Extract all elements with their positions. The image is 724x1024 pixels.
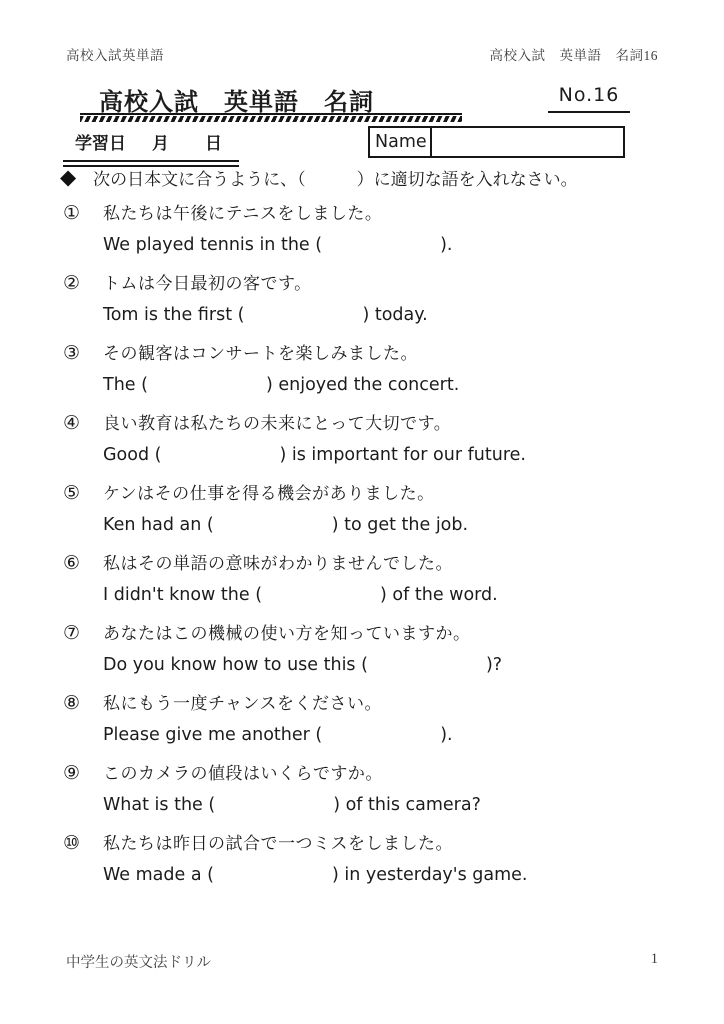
running-header-right: 高校入試 英単語 名詞16	[489, 48, 658, 63]
question-number: ⑧	[63, 692, 81, 714]
question-list	[63, 201, 694, 901]
question-japanese-text: 良い教育は私たちの未来にとって大切です。	[103, 414, 452, 434]
question-number: ⑥	[63, 552, 81, 574]
question-japanese-text: トムは今日最初の客です。	[103, 274, 312, 294]
question-japanese-text: 私たちは午後にテニスをしました。	[103, 204, 383, 224]
diamond-bullet-icon: ◆	[60, 165, 77, 189]
name-entry-field	[432, 128, 623, 156]
english-text-before-blank: Good (	[103, 445, 162, 465]
english-text-before-blank: Ken had an (	[103, 515, 214, 535]
english-text-before-blank: Tom is the first (	[103, 305, 245, 325]
question-japanese-text: 私たちは昨日の試合で一つミスをしました。	[103, 834, 453, 854]
question-item	[63, 341, 694, 398]
question-japanese-text: その観客はコンサートを楽しみました。	[103, 344, 418, 364]
english-text-before-blank: The (	[103, 375, 148, 395]
question-item	[63, 691, 694, 748]
question-number: ⑩	[63, 832, 81, 854]
english-text-before-blank: What is the (	[103, 795, 216, 815]
english-text-before-blank: Please give me another (	[103, 725, 323, 745]
question-item	[63, 481, 694, 538]
english-text-after-blank: ).	[440, 725, 453, 745]
name-label: Name	[370, 128, 432, 156]
footer-page-number: 1	[650, 951, 658, 967]
question-item	[63, 411, 694, 468]
english-text-after-blank: ).	[440, 235, 453, 255]
question-english-sentence	[103, 233, 694, 258]
english-text-after-blank: ) enjoyed the concert.	[265, 375, 460, 395]
question-number: ⑨	[63, 762, 81, 784]
question-number: ②	[63, 272, 81, 294]
question-item	[63, 201, 694, 258]
question-english-sentence	[103, 793, 694, 818]
title-underline-thin-rule	[80, 113, 462, 115]
footer-site-title: 中学生の英文法ドリル	[66, 955, 211, 971]
question-number: ⑤	[63, 482, 81, 504]
english-text-after-blank: ) of the word.	[380, 585, 498, 605]
page-footer	[66, 951, 658, 972]
sheet-number: No.16	[548, 84, 630, 113]
question-english-sentence	[103, 513, 694, 538]
english-text-after-blank: ) is important for our future.	[279, 445, 526, 465]
question-japanese-text: 私にもう一度チャンスをください。	[103, 694, 382, 714]
question-item	[63, 551, 694, 608]
question-english-sentence	[103, 653, 694, 678]
english-text-after-blank: ) of this camera?	[333, 795, 481, 815]
english-text-before-blank: Do you know how to use this (	[103, 655, 368, 675]
question-japanese-text: このカメラの値段はいくらですか。	[103, 764, 383, 784]
question-japanese-text: あなたはこの機械の使い方を知っていますか。	[103, 624, 471, 644]
study-date-label: 学習日	[75, 134, 126, 154]
question-english-sentence	[103, 373, 694, 398]
title-underline-hatched-rule	[80, 116, 462, 122]
question-number: ③	[63, 342, 81, 364]
question-item	[63, 761, 694, 818]
english-text-before-blank: We played tennis in the (	[103, 235, 323, 255]
question-english-sentence	[103, 583, 694, 608]
instruction-line	[60, 165, 578, 190]
english-text-after-blank: ) today.	[362, 305, 428, 325]
name-box	[368, 126, 625, 158]
question-english-sentence	[103, 443, 694, 468]
english-text-after-blank: )?	[485, 655, 503, 675]
question-english-sentence	[103, 303, 694, 328]
running-header	[66, 44, 658, 64]
question-japanese-text: ケンはその仕事を得る機会がありました。	[103, 484, 435, 504]
running-header-left: 高校入試英単語	[66, 48, 164, 63]
english-text-before-blank: We made a (	[103, 865, 214, 885]
title-underline	[80, 113, 462, 122]
instruction-text: 次の日本文に合うように、（ ）に適切な語を入れなさい。	[93, 170, 578, 190]
question-number: ④	[63, 412, 81, 434]
question-japanese-text: 私はその単語の意味がわかりませんでした。	[103, 554, 453, 574]
study-date-month-label: 月	[152, 134, 169, 154]
question-item	[63, 271, 694, 328]
question-number: ①	[63, 202, 81, 224]
english-text-after-blank: ) to get the job.	[331, 515, 469, 535]
question-item	[63, 831, 694, 888]
page-title: 高校入試 英単語 名詞	[99, 88, 374, 116]
study-date-block	[63, 127, 239, 167]
question-english-sentence	[103, 723, 694, 748]
question-item	[63, 621, 694, 678]
question-english-sentence	[103, 863, 694, 888]
study-date-day-label: 日	[205, 134, 222, 154]
question-number: ⑦	[63, 622, 81, 644]
english-text-before-blank: I didn't know the (	[103, 585, 263, 605]
english-text-after-blank: ) in yesterday's game.	[331, 865, 528, 885]
